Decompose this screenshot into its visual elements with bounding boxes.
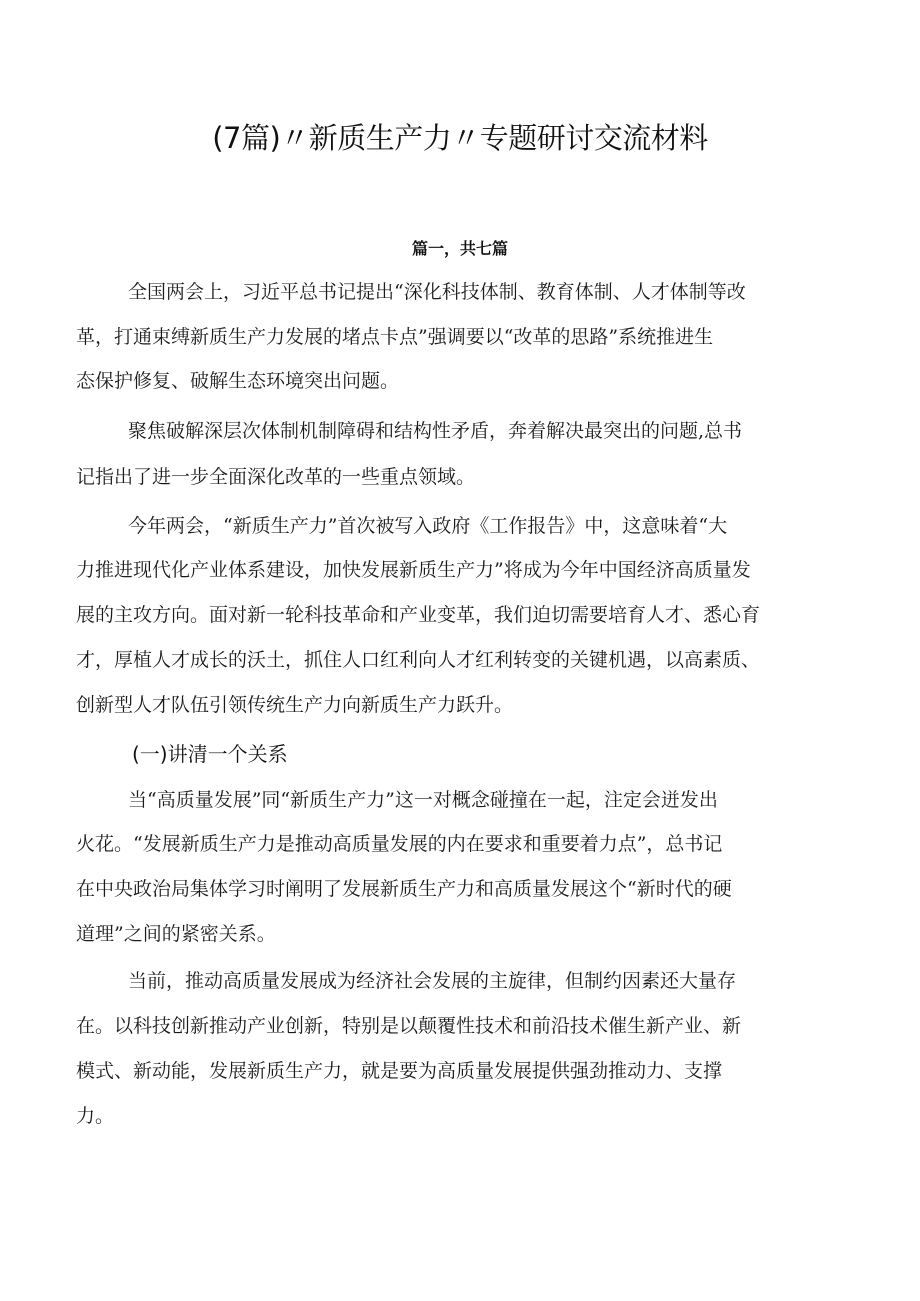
paragraph-line: 聚焦破解深层次体制机制障碍和结构性矛盾，奔着解决最突出的问题,总书 (128, 420, 743, 442)
paragraph-line: 记指出了进一步全面深化改革的一些重点领域。 (76, 466, 476, 488)
paragraph-line: 在中央政治局集体学习时阐明了发展新质生产力和高质量发展这个“新时代的硬 (76, 878, 732, 900)
paragraph-line: 全国两会上，习近平总书记提出“深化科技体制、教育体制、人才体制等改 (128, 281, 746, 303)
paragraph-line: 态保护修复、破解生态环境突出问题。 (76, 370, 400, 392)
document-title: (7篇)〃新质生产力〃专题研讨交流材料 (212, 121, 708, 155)
document-subtitle: 篇一，共七篇 (411, 239, 508, 258)
section-heading: (一)讲清一个关系 (132, 742, 288, 766)
paragraph-line: 模式、新动能，发展新质生产力，就是要为高质量发展提供强劲推动力、支撑 (76, 1060, 723, 1082)
paragraph-line: 力。 (76, 1105, 115, 1127)
paragraph-line: 当“高质量发展”同“新质生产力”这一对概念碰撞在一起，注定会迸发出 (128, 789, 718, 811)
paragraph-line: 在。以科技创新推动产业创新，特别是以颠覆性技术和前沿技术催生新产业、新 (76, 1015, 742, 1037)
paragraph-line: 力推进现代化产业体系建设，加快发展新质生产力”将成为今年中国经济高质量发 (76, 559, 751, 581)
paragraph-line: 革，打通束缚新质生产力发展的堵点卡点”强调要以“改革的思路”系统推进生 (76, 326, 714, 348)
paragraph-line: 才，厚植人才成长的沃土，抓住人口红利向人才红利转变的关键机遇，以高素质、 (76, 649, 761, 671)
paragraph-line: 当前，推动高质量发展成为经济社会发展的主旋律，但制约因素还大量存 (128, 970, 737, 992)
paragraph-line: 道理”之间的紧密关系。 (76, 923, 276, 945)
paragraph-line: 展的主攻方向。面对新一轮科技革命和产业变革，我们迫切需要培育人才、悉心育 (76, 604, 761, 626)
paragraph-line: 创新型人才队伍引领传统生产力向新质生产力跃升。 (76, 694, 514, 716)
paragraph-line: 今年两会，“新质生产力”首次被写入政府《工作报告》中，这意味着“大 (128, 515, 728, 537)
paragraph-line: 火花。“发展新质生产力是推动高质量发展的内在要求和重要着力点”，总书记 (76, 833, 723, 855)
